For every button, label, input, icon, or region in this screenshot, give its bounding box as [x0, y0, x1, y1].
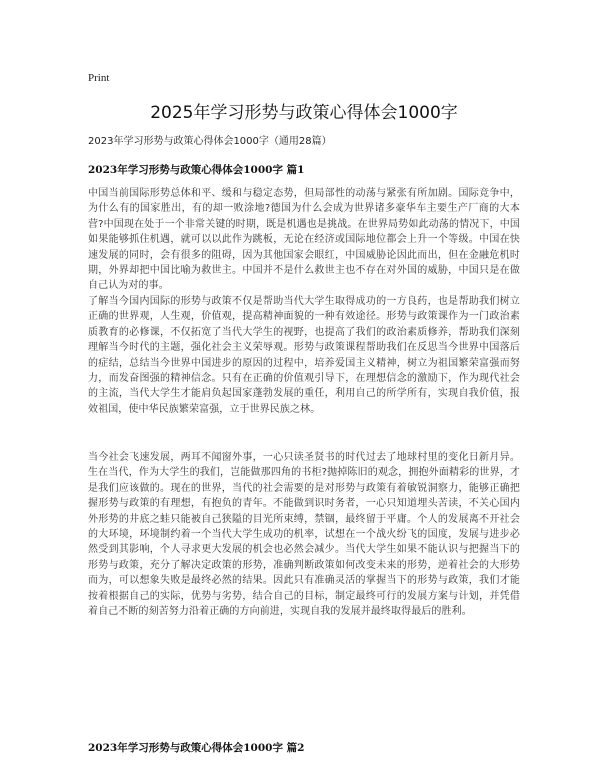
paragraph: 中国当前国际形势总体和平、缓和与稳定态势，但局部性的动荡与紧张有所加剧。国际竞争中，为什么有的国家胜出，有的却一败涂地?德国为什么会成为世界诸多豪华车主要生产厂商的大本营?中国现在处于一个非常关键的时期，既是机遇也是挑战。在世界局势如此动荡的情况下，中国如果能够抓住机遇，就可以以此作为跳板，无论在经济或国际地位都会上升一个等级。中国在快速发展的同时，会有很多的阻碍，因为其他国家会眼红，中国威胁论因此而出，但在金融危机时期，外界却把中国比喻为救世主。中国并不是什么救世主也不存在对外国的威胁，中国只是在做自己认为对的事。 — [88, 188, 520, 292]
print-link[interactable]: Print — [88, 72, 110, 84]
document-title: 2025年学习形势与政策心得体会1000字 — [150, 103, 458, 123]
paragraph: 了解当今国内国际的形势与政策不仅是帮助当代大学生取得成功的一方良药，也是帮助我们树立正确的世界观，人生观，价值观，提高精神面貌的一种有效途径。形势与政策课作为一门政治素质教育的必修课，不仅拓宽了当代大学生的视野，也提高了我们的政治素质修养，帮助我们深刻理解当今时代的主题，强化社会主义荣辱观。形势与政策课程帮助我们在反思当今世界中国落后的症结，总结当今世界中国进步的原因的过程中，培养爱国主义精神，树立为祖国繁荣富强而努力，而发奋图强的精神信念。只有在正确的价值观引导下，在理想信念的激励下，作为现代社会的主流，当代大学生才能肩负起国家蓬勃发展的重任，利用自己的所学所有，实现自我价值，报效祖国，使中华民族繁荣富强，立于世界民族之林。 — [88, 296, 520, 415]
section-heading-1: 2023年学习形势与政策心得体会1000字 篇1 — [88, 164, 305, 176]
section-heading-2: 2023年学习形势与政策心得体会1000字 篇2 — [88, 742, 305, 754]
document-page — [88, 0, 520, 776]
paragraph: 当今社会飞速发展，两耳不闻窗外事，一心只读圣贤书的时代过去了地球村里的变化日新月异。生在当代，作为大学生的我们，岂能做那四角的书柜?抛掉陈旧的观念，拥抱外面精彩的世界，才是我们应该做的。现在的世界，当代的社会需要的是对形势与政策有着敏锐洞察力，能够正确把握形势与政策的有理想，有抱负的青年。不能做到识时务者，一心只知道埋头苦读，不关心国内外形势的井底之蛙只能被自己狭隘的目光所束缚，禁锢，最终留于平庸。个人的发展离不开社会的大环境，环境制约着一个当代大学生成功的机率，试想在一个战火纷飞的国度，发展与进步必然受到其影响，个人寻求更大发展的机会也必然会减少。当代大学生如果不能认识与把握当下的形势与政策，充分了解决定政策的形势，准确判断政策如何改变未来的形势，逆着社会的大形势而为，可以想象失败是最终必然的结果。因此只有准确灵活的掌握当下的形势与政策，我们才能按着根据自己的实际，优势与劣势，结合自己的目标，制定最终可行的发展方案与计划，并凭借着自己不断的刻苦努力沿着正确的方向前进，实现自我的发展并最终取得最后的胜利。 — [88, 452, 520, 618]
document-subtitle: 2023年学习形势与政策心得体会1000字（通用28篇） — [88, 136, 332, 147]
